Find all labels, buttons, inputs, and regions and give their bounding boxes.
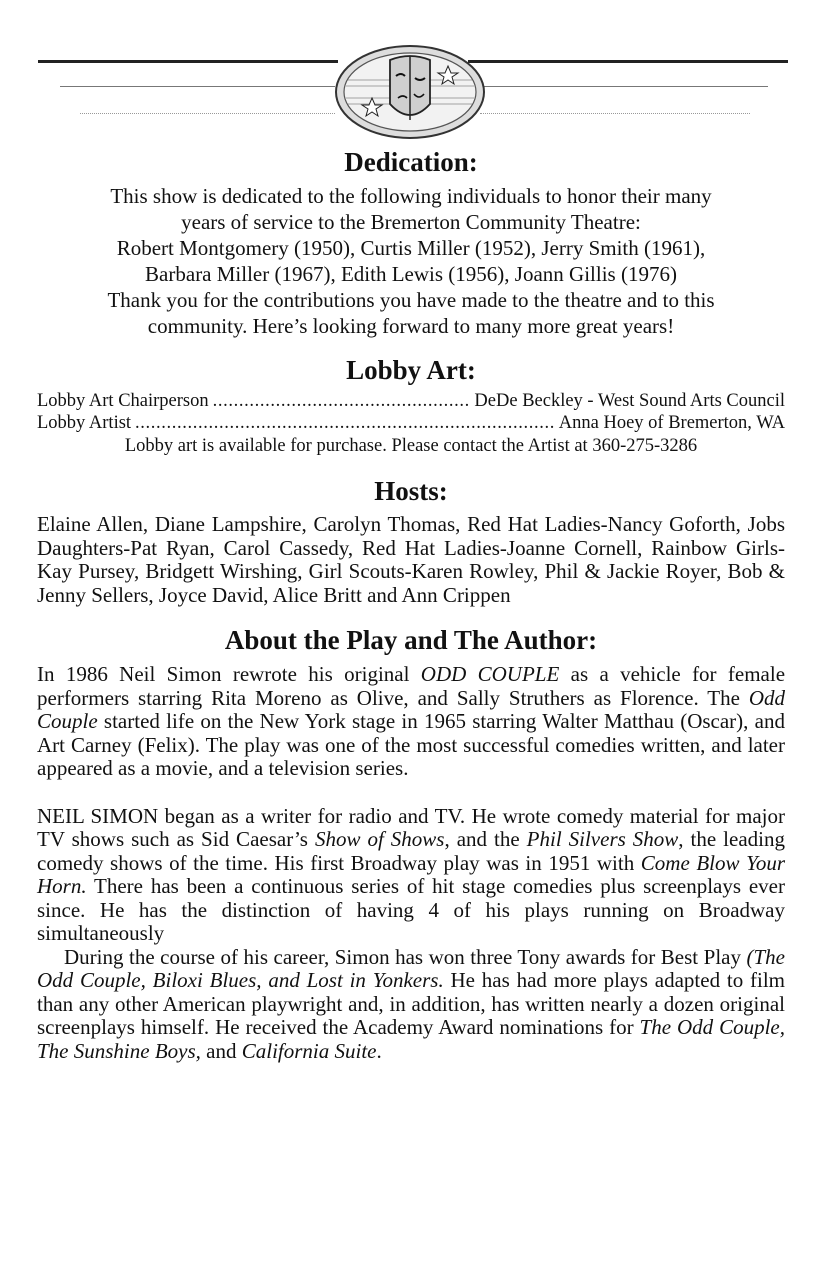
text-run: , and the — [444, 827, 527, 851]
divider-line — [480, 113, 750, 114]
play-title: ODD COUPLE — [420, 662, 560, 686]
play-title: California Suite — [241, 1038, 377, 1063]
dedication-line: years of service to the Bremerton Community Theatre: — [181, 210, 641, 234]
show-title: Phil Silvers Show — [526, 827, 679, 851]
lobby-art-section — [37, 353, 785, 458]
dedication-section — [37, 145, 785, 339]
credit-row — [37, 390, 785, 412]
about-heading: About the Play and The Author: — [224, 625, 598, 655]
divider-line — [80, 113, 335, 114]
divider-line — [38, 60, 338, 63]
about-paragraph — [37, 663, 785, 781]
program-page — [37, 140, 785, 1063]
dedication-line: Robert Montgomery (1950), Curtis Miller (1952), Jerry Smith (1961), — [116, 236, 706, 260]
about-section — [37, 623, 785, 1063]
hosts-heading: Hosts: — [374, 476, 448, 506]
credit-name: DeDe Beckley - West Sound Arts Council — [474, 391, 785, 411]
dedication-heading: Dedication: — [344, 147, 478, 177]
hosts-section — [37, 474, 785, 607]
lobby-art-note: Lobby art is available for purchase. Please contact the Artist at 360-275-3286 — [124, 436, 698, 456]
play-title: (The Odd Couple, Biloxi Blues, and Lost in Yonkers. — [37, 944, 785, 992]
text-run: , the leading comedy shows of the time. His first Broadway play was in 1951 with — [37, 827, 785, 875]
dedication-line: community. Here’s looking forward to many more great years! — [147, 314, 675, 338]
play-title: The Odd Couple, The Sunshine Boys, — [37, 1015, 785, 1063]
credit-name: Anna Hoey of Bremerton, WA — [558, 413, 785, 433]
about-paragraph — [37, 805, 785, 946]
text-run: There has been a continuous series of hit stage comedies plus screenplays ever since. He has the distinction of having 4 of his plays running on Broadway simultaneously — [37, 874, 785, 945]
play-title: Odd Couple — [37, 685, 785, 733]
text-run: NEIL SIMON began as a writer for radio and TV. He wrote comedy material for major TV shows such as Sid Caesar’s — [37, 803, 785, 851]
text-run: . — [376, 1038, 382, 1063]
divider-line — [478, 86, 768, 87]
dedication-line: Thank you for the contributions you have made to the theatre and to this — [107, 288, 715, 312]
dot-leader — [213, 390, 471, 412]
dedication-text — [37, 183, 785, 339]
text-run: as a vehicle for female performers starring Rita Moreno as Olive, and Sally Struthers as Florence. The — [37, 662, 786, 710]
lobby-art-heading: Lobby Art: — [346, 355, 476, 385]
hosts-list: Elaine Allen, Diane Lampshire, Carolyn Thomas, Red Hat Ladies-Nancy Goforth, Jobs Daughters-Pat Ryan, Carol Cassedy, Red Hat Ladies-Joanne Cornell, Rainbow Girls-Kay Pursey, Bridgett Wirshing, Girl Scouts-Karen Rowley, Phil & Jackie Royer, Bob & Jenny Sellers, Joyce David, Alice Britt and Ann Crippen — [37, 512, 785, 607]
text-run: started life on the New York stage in 1965 starring Walter Matthau (Oscar), and Art Carney (Felix). The play was one of the most successful comedies written, and later appeared as a movie, and a television series. — [37, 709, 785, 780]
divider-line — [468, 60, 788, 63]
dot-leader — [135, 412, 555, 434]
credit-row — [37, 412, 785, 434]
credit-role: Lobby Artist — [37, 413, 132, 433]
play-title: Come Blow Your Horn. — [37, 850, 786, 898]
text-run: During the course of his career, Simon has won three Tony awards for Best Play — [64, 944, 747, 969]
text-run: In 1986 Neil Simon rewrote his original — [37, 662, 421, 686]
theatre-masks-emblem-icon — [330, 42, 490, 142]
show-title: Show of Shows — [314, 827, 445, 851]
dedication-line: Barbara Miller (1967), Edith Lewis (1956), Joann Gillis (1976) — [145, 262, 677, 286]
dedication-line: This show is dedicated to the following individuals to honor their many — [110, 184, 712, 208]
text-run: and — [200, 1038, 242, 1063]
page-header — [0, 0, 825, 150]
credit-role: Lobby Art Chairperson — [37, 391, 209, 411]
text-run: He has had more plays adapted to film than any other American playwright and, in addition, has written nearly a dozen original screenplays himself. He received the Academy Award nominations for — [37, 968, 785, 1039]
about-paragraph — [37, 946, 785, 1064]
divider-line — [60, 86, 335, 87]
